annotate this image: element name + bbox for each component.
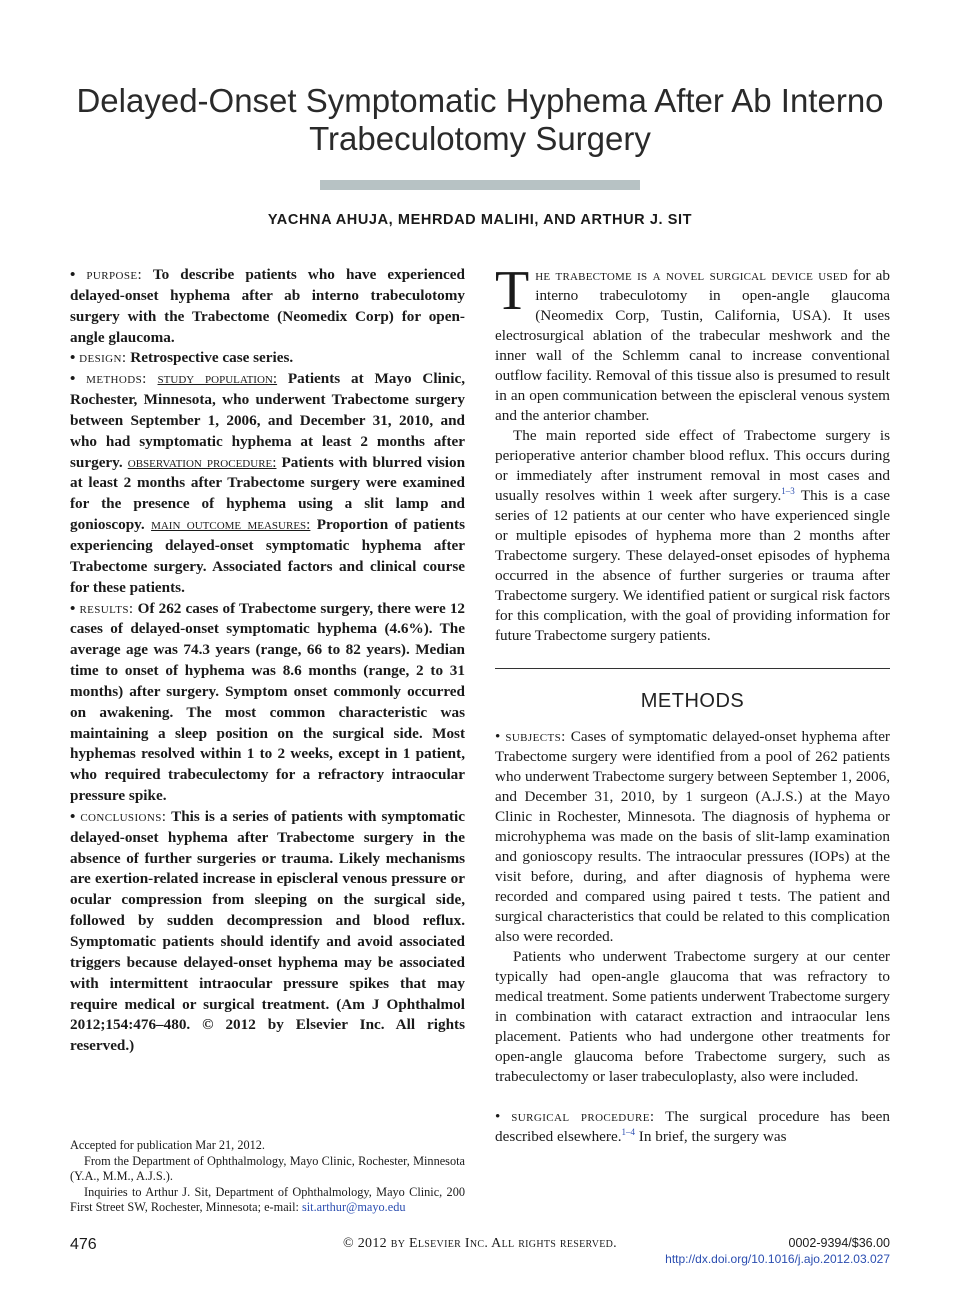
- intro-paragraph-2: [495, 426, 890, 646]
- study-population-text: Patients at Mayo Clinic, Rochester, Minnesota, who underwent Trabectome surgery between September 1, 2006, and December 31, 2010, and who had symptomatic hyphema at least 2 months after surgery.: [70, 370, 466, 471]
- outcome-text: Proportion of patients experiencing delayed-onset symptomatic hyphema after Trabectome surgery. Associated factors and clinical course for these patients.: [70, 516, 466, 596]
- abstract-results: • results: Of 262 cases of Trabectome surgery, there were 12 cases of delayed-onset symptomatic hyphema (4.6%). The average age was 74.3 years (range, 66 to 82 years). Median time to onset of hyphema was 8.6 months (range, 2 to 31 months) after surgery. Symptom onset commonly occurred on awakening. The most common characteristic was maintaining a sleep position on the surgical side. Most hyphemas resolved within 1 to 2 weeks, except in 1 patient, who required trabeculectomy for a refractory intraocular pressure spike.: [70, 599, 466, 805]
- citation: (Am J Ophthalmol 2012;154:476–480. © 2012 by Elsevier Inc. All rights reserved.): [70, 995, 465, 1055]
- footnote-accepted: Accepted for publication Mar 21, 2012.: [70, 1138, 265, 1152]
- copyright: © 2012 by Elsevier Inc. All rights reserved.: [343, 1236, 617, 1251]
- purpose-text: To describe patients who have experienced delayed-onset hyphema after ab interno trabeculotomy surgery with the Trabectome (Neomedix Corp) for open-angle glaucoma.: [70, 266, 465, 346]
- methods-subjects: • subjects: Cases of symptomatic delayed-onset hyphema after Trabectome surgery were identified from a pool of 262 patients who underwent Trabectome surgery between September 1, 2006, and December 31, 2010, by 1 surgeon (A.J.S.) at the Mayo Clinic in Rochester, Minnesota. The diagnosis of hyphema or microhyphema was made on the basis of slit-lamp examination and gonioscopy results. The intraocular pressures (IOPs) at the visit before, during, and after diagnosis of hyphema were recorded and compared using paired t tests. The patient and surgical characteristics that could be related to this complication also were recorded.: [495, 728, 890, 945]
- observation-text: Patients with blurred vision at least 2 months after Trabectome surgery were examined for the presence of hyphema using a slit lamp and gonioscopy.: [70, 453, 466, 534]
- title-line-1: Delayed-Onset Symptomatic Hyphema After Ab Interno: [76, 82, 884, 119]
- issn: 0002-9394/$36.00: [788, 1236, 890, 1250]
- subjects-label: subjects:: [505, 728, 566, 745]
- body-text: [495, 260, 891, 1147]
- title-divider: [320, 180, 640, 190]
- intro-paragraph-1: [495, 260, 891, 426]
- intro-p1-text: for ab interno trabeculotomy in open-angle glaucoma (Neomedix Corp, Tustin, California, USA). It uses electrosurgical ablation of the trabecular meshwork and the inner wall of the Schlemm canal to increase conventional outflow facility. Removal of this tissue also is presumed to result in an open communication between the episcleral venous system and the anterior chamber.: [495, 267, 891, 424]
- surgical-text-a: The surgical procedure has been described elsewhere.: [495, 1108, 891, 1145]
- footnote-affiliation: From the Department of Ophthalmology, Mayo Clinic, Rochester, Minnesota (Y.A., M.M., A.J.S.).: [70, 1153, 465, 1183]
- surgical-label: surgical procedure:: [511, 1108, 655, 1125]
- title-line-2: Trabeculotomy Surgery: [309, 120, 651, 157]
- intro-lead: he trabectome is a novel surgical device used: [535, 267, 848, 284]
- observation-label: observation procedure:: [127, 453, 277, 471]
- footnote-inquiries: [70, 1185, 465, 1216]
- abstract-methods: • methods: study population: Patients at Mayo Clinic, Rochester, Minnesota, who underwent Trabectome surgery between September 1, 2006, and December 31, 2010, and who had symptomatic hyphema at least 2 months after surgery. observation procedure: Patients with blurred vision at least 2 months after Trabectome surgery were examined for the presence of hyphema using a slit lamp and gonioscopy. main outcome measures: Proportion of patients experiencing delayed-onset symptomatic hyphema after Trabectome surgery. Associated factors and clinical course for these patients.: [70, 370, 466, 596]
- drop-cap: T: [495, 260, 530, 322]
- results-label: results:: [79, 599, 134, 617]
- article-title: [40, 82, 920, 158]
- reference-link[interactable]: 1–3: [781, 486, 795, 496]
- conclusions-text: This is a series of patients with symptomatic delayed-onset hyphema after Trabectome surgery in the absence of further surgeries or trauma. Likely mechanisms are exertion-related increase in episcleral venous pressure or ocular compression from sleeping on the surgical side, followed by sudden decompression and blood reflux. Symptomatic patients should identify and avoid associated triggers because delayed-onset hyphema may be associated with intermittent intraocular pressure spikes that may require medical or surgical treatment.: [70, 807, 465, 1013]
- doi-link[interactable]: http://dx.doi.org/10.1016/j.ajo.2012.03.027: [665, 1252, 890, 1266]
- footnote: [70, 1138, 465, 1216]
- design-text: Retrospective case series.: [130, 349, 294, 367]
- reference-link[interactable]: 1–4: [621, 1127, 635, 1137]
- email-link[interactable]: sit.arthur@mayo.edu: [301, 1200, 406, 1214]
- methods-paragraph-2: Patients who underwent Trabectome surgery at our center typically had open-angle glaucoma that was refractory to medical treatment. Some patients underwent Trabectome surgery in combination with cataract extraction and intraocular lens placement. Patients who had undergone other treatments for open-angle glaucoma before Trabectome surgery, such as trabeculectomy or laser trabeculoplasty, also were included.: [495, 948, 890, 1085]
- outcome-label: main outcome measures:: [151, 516, 311, 534]
- abstract-conclusions: • conclusions: This is a series of patients with symptomatic delayed-onset hyphema after Trabectome surgery in the absence of further surgeries or trauma. Likely mechanisms are exertion-related increase in episcleral venous pressure or ocular compression from sleeping on the surgical side, followed by sudden decompression and blood reflux. Symptomatic patients should identify and avoid associated triggers because delayed-onset hyphema may be associated with intermittent intraocular pressure spikes that may require medical or surgical treatment. (Am J Ophthalmol 2012;154:476–480. © 2012 by Elsevier Inc. All rights reserved.): [70, 807, 465, 1055]
- results-text: Of 262 cases of Trabectome surgery, there were 12 cases of delayed-onset symptomatic hyphema (4.6%). The average age was 74.3 years (range, 66 to 82 years). Median time to onset of hyphema was 8.6 months (range, 2 to 31 months) after surgery. Symptom onset commonly occurred on awakening. The most common characteristic was maintaining a sleep position on the surgical side. Most hyphemas resolved within 1 to 2 weeks, except in 1 patient, who required trabeculectomy for a refractory intraocular pressure spike.: [70, 599, 466, 805]
- inquiries-text: Inquiries to Arthur J. Sit, Department of Ophthalmology, Mayo Clinic, 200 First Street SW, Rochester, Minnesota; e-mail:: [70, 1184, 465, 1214]
- conclusions-label: conclusions:: [80, 807, 167, 825]
- author-list: YACHNA AHUJA, MEHRDAD MALIHI, AND ARTHUR J. SIT: [267, 212, 693, 228]
- intro-p2-text-a: The main reported side effect of Trabectome surgery is perioperative anterior chamber blood reflux. This occurs during or immediately after instrument removal in most cases and usually resolves within 1 week after surgery.: [495, 427, 890, 504]
- methods-heading: METHODS: [640, 690, 745, 712]
- design-label: design:: [79, 349, 127, 367]
- abstract-purpose: • purpose: To describe patients who have experienced delayed-onset hyphema after ab interno trabeculotomy surgery with the Trabectome (Neomedix Corp) for open-angle glaucoma.: [70, 266, 465, 346]
- abstract-design: • design: Retrospective case series.: [70, 349, 294, 367]
- purpose-label: purpose:: [86, 266, 143, 283]
- section-divider: [495, 668, 890, 669]
- abstract: [70, 265, 465, 1057]
- subjects-text: Cases of symptomatic delayed-onset hyphema after Trabectome surgery were identified from a pool of 262 patients who underwent Trabectome surgery between September 1, 2006, and December 31, 2010, by 1 surgeon (A.J.S.) at the Mayo Clinic in Rochester, Minnesota. The diagnosis of hyphema or microhyphema was made on the basis of slit-lamp examination and gonioscopy results. The intraocular pressures (IOPs) at the visit before, during, and after diagnosis of hyphema were recorded and compared using paired t tests. The patient and surgical characteristics that could be related to this complication also were recorded.: [495, 728, 890, 945]
- methods-label: methods:: [86, 370, 147, 388]
- intro-p2-text-b: This is a case series of 12 patients at our center who have experienced single or multiple episodes of hyphema more than 2 months after Trabectome surgery. These delayed-onset episodes of hyphema occurred in the absence of further surgeries or trauma after Trabectome surgery. We identified patient or surgical risk factors for this complication, with the goal of providing information for future Trabectome surgery patients.: [495, 487, 890, 644]
- surgical-text-b: In brief, the surgery was: [635, 1128, 787, 1145]
- page-number: 476: [70, 1236, 97, 1253]
- study-population-label: study population:: [157, 370, 278, 388]
- methods-surgical: • surgical procedure: The surgical procedure has been described elsewhere.$^{1-4}$ In brief, the surgery was: [495, 1108, 891, 1145]
